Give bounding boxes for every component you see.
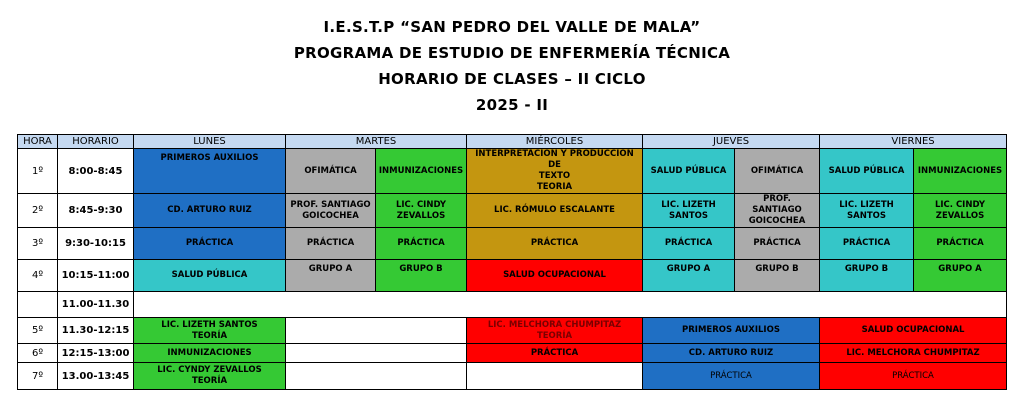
cell-line: TEORIA bbox=[536, 182, 573, 192]
document-header bbox=[0, 14, 1024, 118]
cell-line: TEORÍA bbox=[191, 376, 228, 386]
table-row-4 bbox=[18, 260, 1007, 292]
class-cell: LIC. LIZETH SANTOS bbox=[820, 194, 914, 228]
cell-line: INTERPRETACIÓN Y PRODUCCIÓN DE bbox=[475, 149, 634, 170]
class-cell bbox=[286, 194, 376, 228]
horario-cell: 11.30-12:15 bbox=[58, 318, 134, 344]
hora-cell bbox=[18, 292, 58, 318]
cell-line: PROF. SANTIAGO bbox=[290, 199, 371, 210]
class-cell: CD. ARTURO RUIZ bbox=[134, 194, 286, 228]
empty-cell bbox=[286, 344, 467, 363]
header-viernes: VIERNES bbox=[820, 135, 1007, 149]
table-row-7 bbox=[18, 363, 1007, 390]
institution-title: I.E.S.T.P “SAN PEDRO DEL VALLE DE MALA” bbox=[323, 18, 701, 36]
hora-cell: 5º bbox=[18, 318, 58, 344]
class-cell bbox=[467, 318, 643, 344]
schedule-title: HORARIO DE CLASES – II CICLO bbox=[378, 70, 646, 88]
header-jueves: JUEVES bbox=[643, 135, 820, 149]
class-cell: INMUNIZACIONES bbox=[134, 344, 286, 363]
hora-cell: 4º bbox=[18, 260, 58, 292]
horario-cell: 12:15-13:00 bbox=[58, 344, 134, 363]
cell-line: TEXTO bbox=[538, 171, 571, 181]
empty-cell bbox=[286, 318, 467, 344]
hora-cell: 6º bbox=[18, 344, 58, 363]
class-cell: GRUPO B bbox=[820, 260, 914, 292]
class-cell: PRÁCTICA bbox=[376, 228, 467, 260]
horario-cell: 8:45-9:30 bbox=[58, 194, 134, 228]
table-row-5 bbox=[18, 318, 1007, 344]
table-row-6 bbox=[18, 344, 1007, 363]
header-lunes: LUNES bbox=[134, 135, 286, 149]
header-horario: HORARIO bbox=[58, 135, 134, 149]
class-cell: PRÁCTICA bbox=[643, 363, 820, 390]
class-cell: GRUPO B bbox=[735, 260, 820, 292]
empty-cell bbox=[467, 363, 643, 390]
horario-cell: 8:00-8:45 bbox=[58, 149, 134, 194]
table-row-1 bbox=[18, 149, 1007, 194]
class-cell: INMUNIZACIONES bbox=[914, 149, 1007, 194]
period-title: 2025 - II bbox=[475, 96, 549, 114]
class-cell: GRUPO A bbox=[643, 260, 735, 292]
class-cell: PRÁCTICA bbox=[914, 228, 1007, 260]
class-cell bbox=[376, 194, 467, 228]
class-cell bbox=[134, 318, 286, 344]
header-martes: MARTES bbox=[286, 135, 467, 149]
class-cell: PRIMEROS AUXILIOS bbox=[643, 318, 820, 344]
cell-line: TEORÍA bbox=[536, 330, 573, 341]
horario-cell: 9:30-10:15 bbox=[58, 228, 134, 260]
table-row-3 bbox=[18, 228, 1007, 260]
program-title: PROGRAMA DE ESTUDIO DE ENFERMERÍA TÉCNICA bbox=[293, 44, 731, 62]
table-row-break bbox=[18, 292, 1007, 318]
class-cell: PRÁCTICA bbox=[286, 228, 376, 260]
table-row-2 bbox=[18, 194, 1007, 228]
header-miercoles: MIÉRCOLES bbox=[467, 135, 643, 149]
class-cell: PRÁCTICA bbox=[820, 228, 914, 260]
class-cell: SALUD OCUPACIONAL bbox=[467, 260, 643, 292]
cell-line: ZEVALLOS bbox=[935, 210, 985, 221]
class-cell: SALUD PÚBLICA bbox=[134, 260, 286, 292]
class-cell: PRÁCTICA bbox=[820, 363, 1007, 390]
hora-cell: 2º bbox=[18, 194, 58, 228]
class-cell: PRÁCTICA bbox=[467, 344, 643, 363]
cell-line: GOICOCHEA bbox=[302, 210, 359, 221]
class-cell bbox=[467, 149, 643, 194]
class-cell: PRÁCTICA bbox=[735, 228, 820, 260]
hora-cell: 7º bbox=[18, 363, 58, 390]
class-cell: GRUPO B bbox=[376, 260, 467, 292]
class-cell: PRÁCTICA bbox=[467, 228, 643, 260]
class-cell: LIC. MELCHORA CHUMPITAZ bbox=[820, 344, 1007, 363]
cell-line: GOICOCHEA bbox=[748, 216, 806, 226]
horario-cell: 11.00-11.30 bbox=[58, 292, 134, 318]
cell-line: PROF. SANTIAGO bbox=[752, 194, 802, 215]
class-cell: PRÁCTICA bbox=[134, 228, 286, 260]
class-cell: SALUD PÚBLICA bbox=[820, 149, 914, 194]
cell-line: LIC. CYNDY ZEVALLOS bbox=[157, 365, 262, 375]
empty-cell bbox=[286, 363, 467, 390]
class-cell: LIC. LIZETH SANTOS bbox=[643, 194, 735, 228]
class-cell: CD. ARTURO RUIZ bbox=[643, 344, 820, 363]
header-row bbox=[18, 135, 1007, 149]
class-cell: PRIMEROS AUXILIOS bbox=[134, 149, 286, 194]
class-cell: GRUPO A bbox=[286, 260, 376, 292]
cell-line: LIC. MELCHORA CHUMPITAZ bbox=[487, 319, 622, 330]
class-cell: INMUNIZACIONES bbox=[376, 149, 467, 194]
class-cell: LIC. RÓMULO ESCALANTE bbox=[467, 194, 643, 228]
class-cell: SALUD OCUPACIONAL bbox=[820, 318, 1007, 344]
class-cell bbox=[735, 194, 820, 228]
hora-cell: 1º bbox=[18, 149, 58, 194]
class-cell: SALUD PÚBLICA bbox=[643, 149, 735, 194]
break-cell bbox=[134, 292, 1007, 318]
class-cell bbox=[914, 194, 1007, 228]
cell-line: LIC. CINDY bbox=[934, 199, 986, 210]
horario-cell: 13.00-13:45 bbox=[58, 363, 134, 390]
cell-line: TEORÍA bbox=[191, 330, 228, 341]
cell-line: ZEVALLOS bbox=[396, 210, 446, 221]
class-cell: GRUPO A bbox=[914, 260, 1007, 292]
class-cell bbox=[134, 363, 286, 390]
hora-cell: 3º bbox=[18, 228, 58, 260]
horario-cell: 10:15-11:00 bbox=[58, 260, 134, 292]
class-cell: PRÁCTICA bbox=[643, 228, 735, 260]
cell-line: LIC. LIZETH SANTOS bbox=[161, 319, 258, 330]
class-cell: OFIMÁTICA bbox=[735, 149, 820, 194]
cell-line: LIC. CINDY bbox=[395, 199, 447, 210]
class-cell: OFIMÁTICA bbox=[286, 149, 376, 194]
header-hora: HORA bbox=[18, 135, 58, 149]
schedule-table bbox=[17, 134, 1007, 390]
